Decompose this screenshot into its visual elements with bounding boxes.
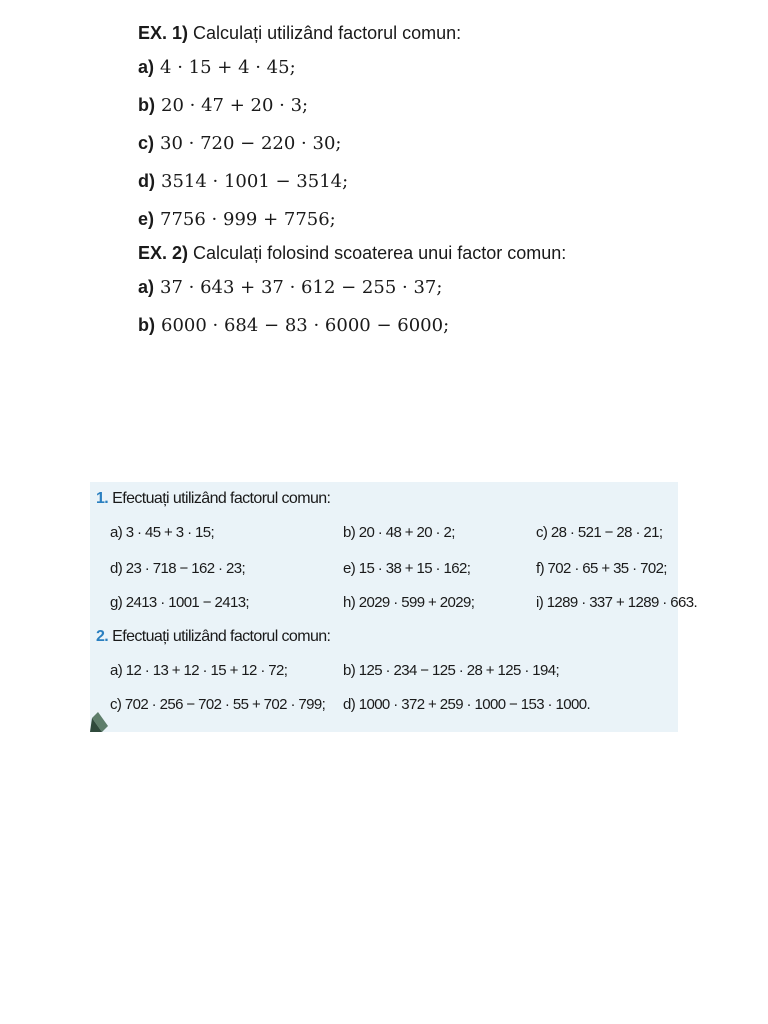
book-ex1-row-2 (90, 554, 678, 584)
pencil-icon (90, 708, 110, 732)
book-ex1-row-1 (90, 518, 678, 548)
book-item-e: e) 15 · 38 + 15 · 162; (343, 560, 471, 577)
ex1-heading-text: Calculați utilizând factorul comun: (193, 23, 462, 43)
book-item-f: f) 702 · 65 + 35 · 702; (536, 560, 667, 577)
book-ex2-row-2 (90, 690, 678, 720)
book-ex2-number: 2. (96, 628, 109, 645)
ex1-heading-prefix: EX. 1) (138, 23, 189, 43)
ex1-item-a (138, 48, 738, 86)
book-item-d: d) 1000 · 372 + 259 · 1000 − 153 · 1000. (343, 696, 591, 713)
item-expression: 3514 · 1001 − 3514; (161, 171, 349, 192)
book-ex1-title: Efectuați utilizând factorul comun: (112, 490, 331, 507)
book-item-b: b) 20 · 48 + 20 · 2; (343, 524, 455, 541)
ex1-heading (138, 18, 738, 48)
item-expression: 7756 · 999 + 7756; (160, 209, 336, 230)
item-expression: 37 · 643 + 37 · 612 − 255 · 37; (160, 277, 443, 298)
ex2-heading-prefix: EX. 2) (138, 243, 189, 263)
item-expression: 20 · 47 + 20 · 3; (161, 95, 309, 116)
ex1-item-d (138, 162, 738, 200)
item-label: a) (138, 277, 155, 297)
book-item-b: b) 125 · 234 − 125 · 28 + 125 · 194; (343, 662, 560, 679)
textbook-excerpt (90, 482, 698, 732)
book-item-a: a) 12 · 13 + 12 · 15 + 12 · 72; (110, 662, 288, 679)
ex2-item-a (138, 268, 738, 306)
item-label: d) (138, 171, 155, 191)
ex2-item-b (138, 306, 738, 344)
ex2-heading (138, 238, 738, 268)
item-label: e) (138, 209, 155, 229)
exercise-block-top (138, 18, 738, 344)
book-ex2-title: Efectuați utilizând factorul comun: (112, 628, 331, 645)
book-ex1-number: 1. (96, 490, 109, 507)
book-ex1-heading (96, 484, 678, 514)
item-label: c) (138, 133, 155, 153)
item-label: b) (138, 95, 155, 115)
book-item-i: i) 1289 · 337 + 1289 · 663. (536, 594, 698, 611)
book-ex1-row-3 (90, 588, 698, 618)
item-expression: 30 · 720 − 220 · 30; (160, 133, 342, 154)
book-ex2-heading (96, 622, 678, 652)
item-label: a) (138, 57, 155, 77)
ex1-item-e (138, 200, 738, 238)
book-ex2-row-1 (90, 656, 678, 686)
item-expression: 6000 · 684 − 83 · 6000 − 6000; (161, 315, 450, 336)
book-item-c: c) 702 · 256 − 702 · 55 + 702 · 799; (110, 696, 326, 713)
book-item-g: g) 2413 · 1001 − 2413; (110, 594, 250, 611)
ex2-heading-text: Calculați folosind scoaterea unui factor comun: (193, 243, 567, 263)
item-label: b) (138, 315, 155, 335)
book-item-c: c) 28 · 521 − 28 · 21; (536, 524, 663, 541)
book-item-a: a) 3 · 45 + 3 · 15; (110, 524, 215, 541)
ex1-item-c (138, 124, 738, 162)
item-expression: 4 · 15 + 4 · 45; (160, 57, 296, 78)
ex1-item-b (138, 86, 738, 124)
book-item-h: h) 2029 · 599 + 2029; (343, 594, 475, 611)
book-item-d: d) 23 · 718 − 162 · 23; (110, 560, 246, 577)
